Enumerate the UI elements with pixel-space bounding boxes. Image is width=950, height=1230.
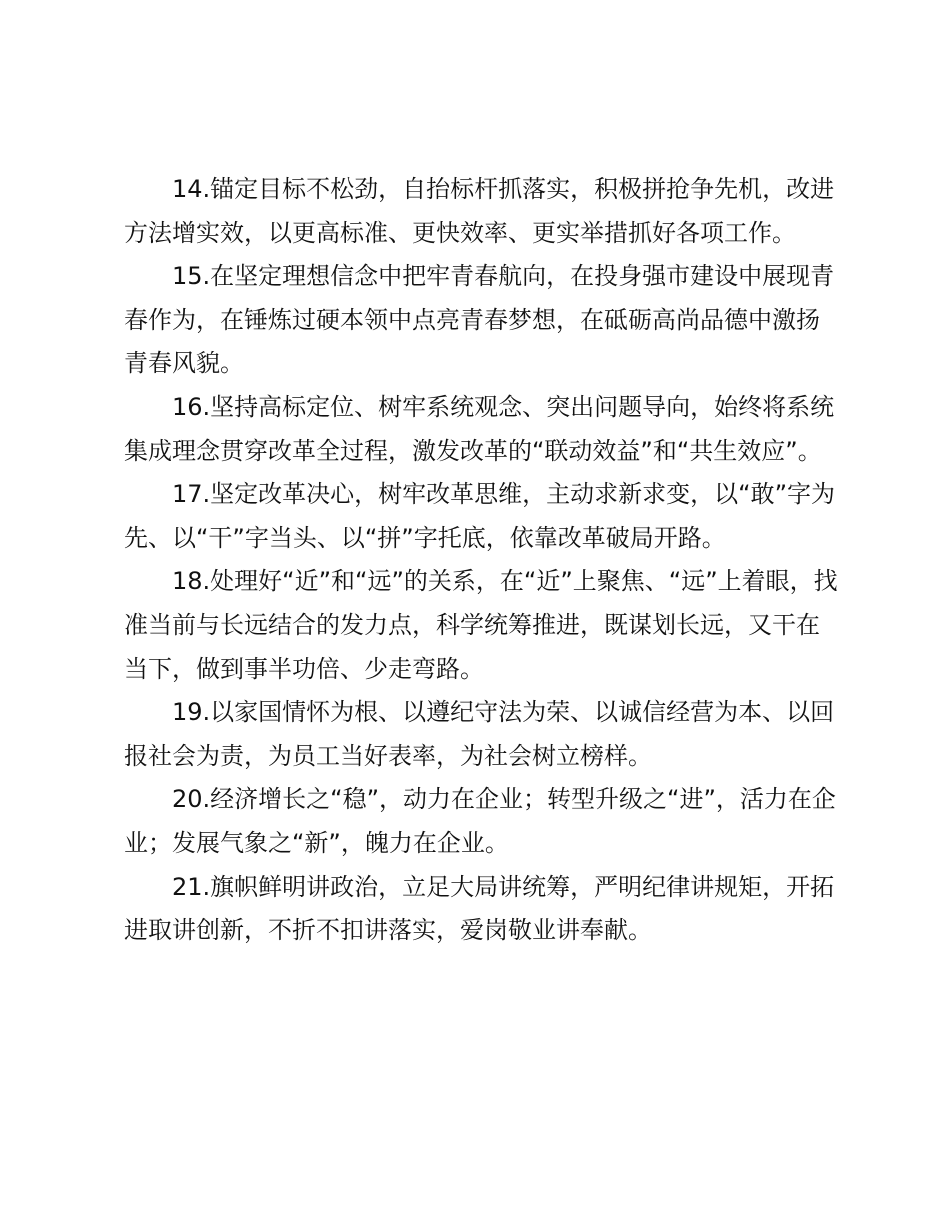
paragraph-14: 14.锚定目标不松劲，自抬标杆抓落实，积极拼抢争先机，改进方法增实效，以更高标准、更快效率、更实举措抓好各项工作。 [124,175,835,247]
paragraph-19: 19.以家国情怀为根、以遵纪守法为荣、以诚信经营为本、以回报社会为责，为员工当好表率，为社会树立榜样。 [124,698,835,770]
paragraph-21: 21.旗帜鲜明讲政治，立足大局讲统筹，严明纪律讲规矩，开拓进取讲创新，不折不扣讲落实，爱岗敬业讲奉献。 [124,872,835,945]
paragraph-18: 18.处理好“近”和“远”的关系，在“近”上聚焦、“远”上着眼，找准当前与长远结合的发力点，科学统筹推进，既谋划长远，又干在当下，做到事半功倍、少走弯路。 [124,567,838,683]
paragraph-15: 15.在坚定理想信念中把牢青春航向，在投身强市建设中展现青春作为，在锤炼过硬本领中点亮青春梦想，在砥砺高尚品德中激扬青春风貌。 [124,262,835,378]
paragraph-20: 20.经济增长之“稳”，动力在企业；转型升级之“进”，活力在企业；发展气象之“新”，魄力在企业。 [124,785,836,857]
paragraph-16: 16.坚持高标定位、树牢系统观念、突出问题导向，始终将系统集成理念贯穿改革全过程，激发改革的“联动效益”和“共生效应”。 [124,392,835,465]
paragraph-17: 17.坚定改革决心，树牢改革思维，主动求新求变，以“敢”字为先、以“干”字当头、以“拼”字托底，依靠改革破局开路。 [124,480,836,552]
document-body [124,168,838,953]
